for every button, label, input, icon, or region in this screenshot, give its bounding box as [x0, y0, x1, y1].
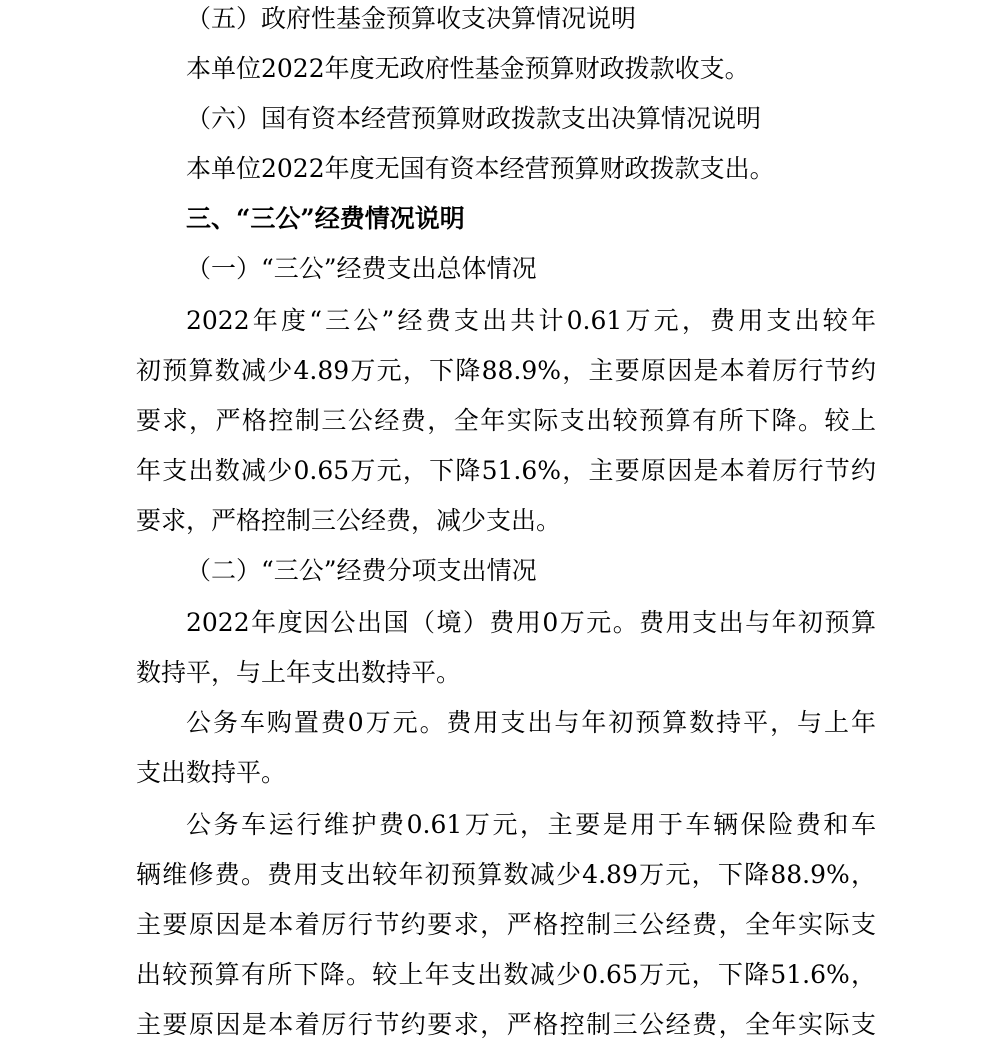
- section-heading-government-fund: （五）政府性基金预算收支决算情况说明: [186, 4, 637, 33]
- paragraph-overall-line-5: 要求，严格控制三公经费，减少支出。: [136, 506, 562, 535]
- paragraph-maintenance-line-2: 辆维修费。费用支出较年初预算数减少4.89万元，下降88.9%，: [136, 860, 876, 889]
- paragraph-maintenance-line-4: 出较预算有所下降。较上年支出数减少0.65万元，下降51.6%，: [136, 960, 876, 989]
- paragraph-maintenance-line-3: 主要原因是本着厉行节约要求，严格控制三公经费，全年实际支: [136, 910, 876, 939]
- subheading-itemized: （二）“三公”经费分项支出情况: [186, 556, 537, 585]
- paragraph-abroad-line-2: 数持平，与上年支出数持平。: [136, 658, 462, 687]
- subheading-overall: （一）“三公”经费支出总体情况: [186, 254, 537, 283]
- paragraph-purchase-line-2: 支出数持平。: [136, 758, 287, 787]
- paragraph-government-fund: 本单位2022年度无政府性基金预算财政拨款收支。: [186, 54, 750, 83]
- paragraph-overall-line-2: 初预算数减少4.89万元，下降88.9%，主要原因是本着厉行节约: [136, 356, 876, 385]
- paragraph-state-capital: 本单位2022年度无国有资本经营预算财政拨款支出。: [186, 154, 775, 183]
- paragraph-maintenance-line-1: 公务车运行维护费0.61万元，主要是用于车辆保险费和车: [186, 810, 876, 839]
- paragraph-abroad-line-1: 2022年度因公出国（境）费用0万元。费用支出与年初预算: [186, 608, 876, 637]
- section-heading-state-capital: （六）国有资本经营预算财政拨款支出决算情况说明: [186, 104, 762, 133]
- paragraph-maintenance-line-5: 主要原因是本着厉行节约要求，严格控制三公经费，全年实际支: [136, 1010, 876, 1039]
- paragraph-purchase-line-1: 公务车购置费0万元。费用支出与年初预算数持平，与上年: [186, 708, 876, 737]
- paragraph-overall-line-1: 2022年度“三公”经费支出共计0.61万元，费用支出较年: [186, 306, 876, 335]
- part-heading-three-public: 三、“三公”经费情况说明: [186, 204, 465, 233]
- paragraph-overall-line-4: 年支出数减少0.65万元，下降51.6%，主要原因是本着厉行节约: [136, 456, 876, 485]
- paragraph-overall-line-3: 要求，严格控制三公经费，全年实际支出较预算有所下降。较上: [136, 406, 876, 435]
